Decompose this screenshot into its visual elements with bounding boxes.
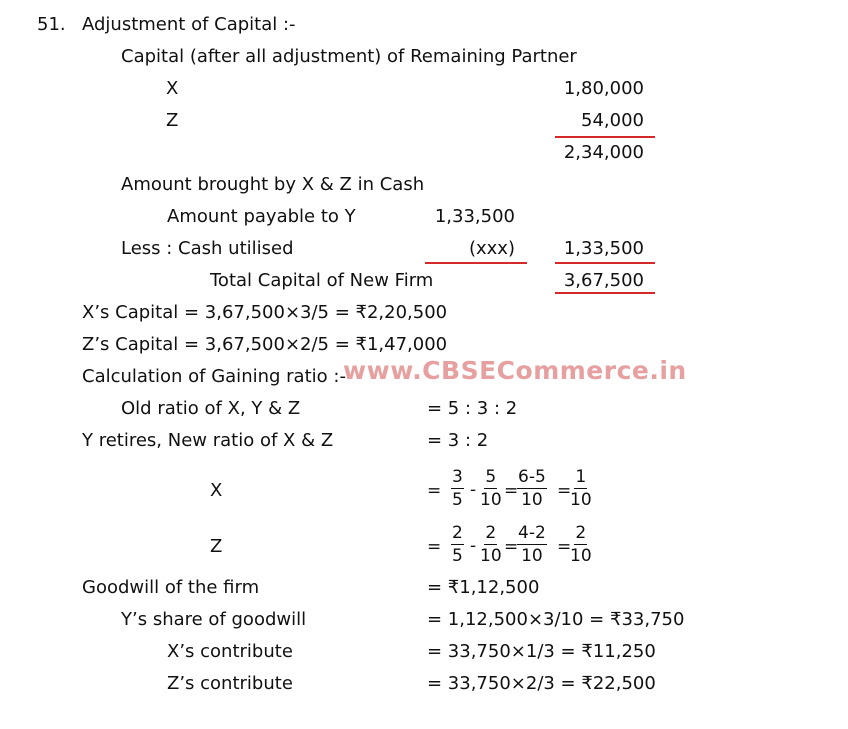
new-ratio-label: Y retires, New ratio of X & Z bbox=[82, 430, 334, 451]
goodwill-label: Goodwill of the firm bbox=[82, 577, 260, 598]
x-frac-old bbox=[480, 467, 502, 510]
z-gain-equals: = bbox=[427, 537, 442, 557]
z-gain-minus: - bbox=[470, 536, 477, 556]
x-frac-old-den: 10 bbox=[480, 490, 502, 510]
x-capital-line: X’s Capital = 3,67,500×3/5 = ₹2,20,500 bbox=[82, 302, 448, 323]
cash-brought-heading: Amount brought by X & Z in Cash bbox=[121, 174, 425, 195]
partner-x-name: X bbox=[166, 78, 179, 99]
x-gain-equals: = bbox=[427, 481, 442, 501]
z-frac-result-den: 10 bbox=[570, 546, 592, 566]
z-frac-old-den: 10 bbox=[480, 546, 502, 566]
x-frac-new bbox=[451, 467, 464, 510]
z-frac-diff-num: 4-2 bbox=[518, 523, 546, 543]
z-frac-result bbox=[570, 523, 592, 566]
z-frac-new bbox=[451, 523, 464, 566]
partner-z-amount: 54,000 bbox=[581, 110, 644, 131]
capital-total: 2,34,000 bbox=[563, 142, 644, 163]
y-share-label: Y’s share of goodwill bbox=[121, 609, 307, 630]
z-frac-diff-den: 10 bbox=[521, 546, 543, 566]
less-label: Less : Cash utilised bbox=[121, 238, 294, 259]
less-amount: 1,33,500 bbox=[563, 238, 644, 259]
partner-x-amount: 1,80,000 bbox=[563, 78, 644, 99]
z-gain-equals-2: = bbox=[504, 537, 519, 557]
new-ratio-value: = 3 : 2 bbox=[427, 430, 489, 451]
x-contribute-label: X’s contribute bbox=[167, 641, 293, 662]
question-number: 51. bbox=[37, 14, 66, 35]
less-mid-rule bbox=[425, 262, 527, 264]
x-frac-new-num: 3 bbox=[452, 467, 463, 487]
payable-y-amount: 1,33,500 bbox=[434, 206, 515, 227]
z-frac-old-num: 2 bbox=[485, 523, 497, 543]
z-contribute-label: Z’s contribute bbox=[167, 673, 293, 694]
total-new-rule bbox=[555, 292, 655, 294]
subtotal-rule bbox=[555, 136, 655, 138]
z-contribute-value: = 33,750×2/3 = ₹22,500 bbox=[427, 673, 656, 694]
z-frac-result-num: 2 bbox=[575, 523, 587, 543]
old-ratio-value: = 5 : 3 : 2 bbox=[427, 398, 518, 419]
x-frac-old-num: 5 bbox=[485, 467, 497, 487]
x-gain-label: X bbox=[210, 480, 223, 501]
gaining-ratio-heading: Calculation of Gaining ratio :- bbox=[82, 366, 346, 387]
x-frac-result-den: 10 bbox=[570, 490, 592, 510]
x-frac-diff bbox=[517, 467, 547, 510]
x-frac-diff-num: 6-5 bbox=[518, 467, 546, 487]
z-frac-diff bbox=[517, 523, 547, 566]
section-heading: Adjustment of Capital :- bbox=[82, 14, 296, 35]
y-share-value: = 1,12,500×3/10 = ₹33,750 bbox=[427, 609, 685, 630]
z-gain-equals-3: = bbox=[557, 537, 572, 557]
z-frac-new-num: 2 bbox=[452, 523, 463, 543]
old-ratio-label: Old ratio of X, Y & Z bbox=[121, 398, 301, 419]
x-frac-result bbox=[570, 467, 592, 510]
watermark: www.CBSECommerce.in bbox=[343, 356, 687, 385]
x-gain-minus: - bbox=[470, 480, 477, 500]
z-frac-new-den: 5 bbox=[452, 546, 463, 566]
x-frac-diff-den: 10 bbox=[521, 490, 543, 510]
x-gain-equals-3: = bbox=[557, 481, 572, 501]
x-frac-new-den: 5 bbox=[452, 490, 463, 510]
x-contribute-value: = 33,750×1/3 = ₹11,250 bbox=[427, 641, 656, 662]
z-capital-line: Z’s Capital = 3,67,500×2/5 = ₹1,47,000 bbox=[82, 334, 448, 355]
less-mid-value: (xxx) bbox=[468, 238, 515, 259]
total-new-label: Total Capital of New Firm bbox=[210, 270, 434, 291]
total-new-amount: 3,67,500 bbox=[563, 270, 644, 291]
capital-after-heading: Capital (after all adjustment) of Remaining Partner bbox=[121, 46, 577, 67]
less-amount-rule bbox=[555, 262, 655, 264]
z-frac-old bbox=[480, 523, 502, 566]
goodwill-value: = ₹1,12,500 bbox=[427, 577, 540, 598]
z-gain-label: Z bbox=[210, 536, 223, 557]
x-frac-result-num: 1 bbox=[575, 467, 587, 487]
payable-y-label: Amount payable to Y bbox=[167, 206, 356, 227]
x-gain-equals-2: = bbox=[504, 481, 519, 501]
partner-z-name: Z bbox=[166, 110, 179, 131]
